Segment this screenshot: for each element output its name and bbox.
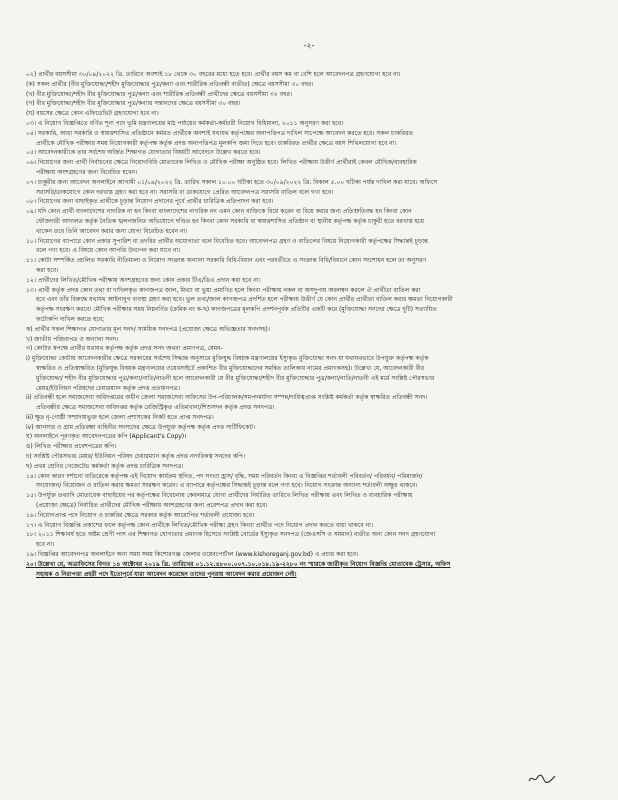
notice-line: ০৯। যদি কোন প্রার্থী বাংলাদেশের নাগরিক না হন কিংবা বাংলাদেশের নাগরিক নন এমন কোন ব্যক্তিকে বিয়ে করেন বা বিয়ে করার জন্য প্রতিশ্রুতিবদ্ধ হন কিংবা কোন [26, 208, 412, 216]
notice-line: ১৪। কোন কারণ দর্শানো ব্যতিরেকে কর্তৃপক্ষ এই নিয়োগ কার্যক্রম স্থগিত, পদ সংখ্যা হ্রাস/ বৃদ্ধি, সময় পরিবর্তন কিংবা এ বিজ্ঞপ্তির শর্তাবলী পরিবর্তন/ পরিবর্ধন/ পরিমার্জন/ [26, 472, 423, 480]
notice-line: ১৯। বিজ্ঞপ্তির আবেদনপত্র অনলাইনে অন্য সময় সময় কিশোরগঞ্জ জেলার ওয়েবপোর্টাল (www.kishoreganj.gov.bd) এ প্রচার করা হবে। [26, 551, 359, 559]
notice-line: বলে গণ্য হবে। এ বিষয়ে কোন আপত্তি উত্থাপন করা যাবে না। [36, 247, 181, 255]
notice-line: ১৮। ২০১১ শিক্ষাবর্ষ হতে অষ্টম শ্রেণী পাস এর শিক্ষাগত যোগ্যতার প্রমাণক হিসেবে সংশ্লিষ্ট বোর্ডের ইস্যুকৃত সনদপত্র (জেএসসি ও সমমান) ব্যতীত অন্য কোন সনদ গ্রহণযোগ্য [26, 531, 436, 539]
notice-line: ১৬। নিয়োগপ্রাপ্ত পদে নিয়োগ ও চাকরির ক্ষেত্রে সরকার কর্তৃক আরোপিত শর্তাবলী প্রযোজ্য হবে। [26, 511, 255, 519]
notice-line: গ) কোটার স্বপক্ষে প্রার্থীর যথাযথ কর্তৃপক্ষ কর্তৃক প্রদত্ত সনদ অথবা প্রমাণপত্র, যেমন- [26, 345, 223, 353]
notice-line: i) মুক্তিযোদ্ধা কোটায় আবেদনকারীর ক্ষেত্রে সরকারের সর্বশেষ সিদ্ধান্ত অনুসারে মুক্তিযুদ্ধ বিষয়ক মন্ত্রণালয়ের ইস্যুকৃত মুক্তিযোদ্ধা সনদ যা যথাযথভাবে উপযুক্ত কর্তৃপক্ষ কর্তৃক [26, 355, 429, 363]
notice-line: ২০। উল্লেখ্য যে, অত্রাফিসের বিগত ১৪ অক্টোবর ২০১৯ খ্রি. তারিখের ০১.১২.৪৮০০.০০৭.১০.০১৮.১৯-২২৮০ নং স্মারকে জারীকৃত নিয়োগ বিজ্ঞপ্তি মোতাবেক ট্রেসার, অফিস [26, 560, 451, 568]
notice-line: হবে এবং তাঁর বিরুদ্ধে যথাযথ আইনানুগ ব্যবস্থা গ্রহণ করা হবে। ভুল তথ্য/জাল কাগজপত্র প্রদর্শিত হলে পরীক্ষায় উত্তীর্ণ যে কোন প্রার্থীর প্রার্থীতা বাতিল করার ক্ষমতা নিয়োগকারী [36, 296, 453, 304]
notice-line: (গ) বীর মুক্তিযোদ্ধা/শহীদ বীর মুক্তিযোদ্ধার পুত্র/কন্যার সন্তানদের ক্ষেত্রে বয়সসীমা ৩০ বছর। [26, 100, 241, 108]
notice-line: ০২) প্রার্থীর বয়সসীমা ৩০/০৯/২০২২ খ্রি. তারিখে অবশ্যই ১৮ থেকে ৩০ বছরের মধ্যে হতে হবে। প্রার্থীর বয়স কম বা বেশি হলে আবেদনপত্র গ্রহণযোগ্য হবে না। [26, 71, 401, 78]
notice-line: iv) আনসার ও গ্রাম প্রতিরক্ষা বাহিনীর সদস্যদের ক্ষেত্রে উপযুক্ত কর্তৃপক্ষ কর্তৃক প্রদত্ত সার্টিফিকেট। [26, 423, 255, 431]
notice-line: ০৬। নিয়োগের জন্য প্রার্থী নির্বাচনের ক্ষেত্রে নিয়োগবিধি মোতাবেক লিখিত ও মৌখিক পরীক্ষা অনুষ্ঠিত হবে। লিখিত পরীক্ষায় উত্তীর্ণ প্রার্থীরাই কেবল মৌখিক/ব্যবহারিক [26, 159, 417, 167]
notice-line: ছ) প্রথম শ্রেণির গেজেটেড কর্মকর্তা কর্তৃক প্রদত্ত চারিত্রিক সনদপত্র। [26, 462, 184, 470]
notice-line: মেয়র/ইউনিয়ন পরিষদের চেয়ারম্যান কর্তৃক প্রদত্ত প্রত্যয়নপত্র। [36, 384, 180, 392]
signature [528, 772, 556, 787]
notice-line: ০৩। এ নিয়োগ বিজ্ঞপ্তিতে বর্ণিত শূন্য পদে ভূমি মন্ত্রণালয়ের মাঠ পর্যায়ের কর্মকর্তা-কর্মচারী নিয়োগ বিধিমালা, ২০১১ অনুসরণ করা হবে। [26, 119, 344, 127]
notice-line: ০৮। নিয়োগের জন্য বাছাইকৃত প্রার্থীকে চূড়ান্ত নিয়োগ প্রদানের পূর্বে প্রার্থীর চারিত্রিক প্রতিপাদন করা হবে। [26, 198, 274, 206]
notice-line: ১১। কোটা সম্পর্কিত প্রচলিত সরকারি নীতিমালা ও নিয়োগ সংক্রান্ত অন্যান্য সরকারি বিধি-বিধান এবং পরবর্তীতে এ সংক্রান্ত বিধি/বিধানে কোন সংশোধন হলে তা অনুসরণ [26, 257, 427, 265]
notice-line: স্বাক্ষরিত ও প্রতিস্বাক্ষরিত (মুক্তিযুদ্ধ বিষয়ক মন্ত্রণালয়ের ওয়েবসাইটে প্রকাশিত বীর মুক্তিযোদ্ধাদের সমন্বিত তালিকায় নামের প্রমাণকসহ)। উল্লেখ্য যে, আবেদনকারী বীর [36, 364, 425, 372]
page-number: -২- [303, 41, 315, 50]
notice-line: ০৭। চাকুরীর জন্য আবেদন অনলাইনে আগামী ০১/০৯/২০২২ খ্রি. তারিখ সকাল ১০.০০ ঘটিকা হতে ৩০/০৯/২০২২ খ্রি. বিকাল ৫.০০ ঘটিকা পর্যন্ত দাখিল করা যাবে। অফিসে [26, 178, 438, 186]
notice-line: ০৪। সরকারি, আধা সরকারি ও স্বায়ত্তশাসিত প্রতিষ্ঠানে কর্মরত প্রার্থীকে অবশ্যই যথাযথ কর্তৃপক্ষের অনাপত্তিপত্র দাখিল সাপেক্ষে আবেদন করতে হবে। সকল চাকরিরত [26, 129, 413, 137]
notice-line: খ) জাতীয় পরিচয়পত্র ও অন্যান্য সনদ। [26, 335, 119, 343]
notice-line: ii) প্রতিবন্ধী হলে সমাজসেবা অধিদপ্তরের অধীন জেলা সমাজসেবা অফিসের উপ-পরিচালক/সমপদমর্যাদা সম্পন্ন/দায়িত্বপ্রাপ্ত সংশ্লিষ্ট কর্মকর্তা কর্তৃক স্বাক্ষরিত প্রতিবন্ধী সনদ। [26, 394, 428, 402]
notice-line: ফটোকপি দাখিল করতে হবে; [36, 315, 105, 323]
notice-line: চ) সংশ্লিষ্ট পৌরসভার মেয়র/ ইউনিয়ন পরিষদ চেয়ারম্যান কর্তৃক প্রদত্ত নাগরিকত্ব সনদের কপি। [26, 453, 246, 461]
notice-line: সহায়ক ও নিরাপত্তা প্রহরী পদে ইতোপূর্বে যারা আবেদন করেছেন তাদের পুনরায় আবেদন করার প্রয়োজন নেই। [36, 570, 297, 578]
notice-line: (ক) সকল প্রার্থীর (বীর মুক্তিযোদ্ধা/শহীদ মুক্তিযোদ্ধার পুত্র/কন্যা এবং শারীরিক প্রতিবন্ধী ব্যতীত) ক্ষেত্রে বয়সসীমা ৩০ বছর। [26, 80, 314, 88]
notice-line: ১৩। প্রার্থী কর্তৃক প্রদত্ত কোন তথ্য বা দাখিলকৃত কাগজপত্র জাল, মিথ্যা বা ভুয়া প্রমাণিত হলে কিংবা পরীক্ষায় নকল বা অসদুপায় অবলম্বন করলে ঐ প্রার্থীতা বাতিল করা [26, 286, 421, 294]
notice-line: (খ) বীর মুক্তিযোদ্ধা/শহীদ বীর মুক্তিযোদ্ধার পুত্র/কন্যা এবং শারীরিক প্রতিবন্ধী প্রার্থীদের ক্ষেত্রে বয়সসীমা ৩২ বছর। [26, 90, 293, 98]
notice-line: ঙ) লিখিত পরীক্ষার প্রবেশপত্রের কপি। [26, 443, 117, 451]
notice-line: ১৫। উপর্যুক্ত তথ্যাদি মোতাবেক বাছাইয়ের পর কর্তৃপক্ষের বিবেচনায় কেবলমাত্র যোগ্য প্রার্থীদের নির্ধারিত তারিখে লিখিত পরীক্ষায় এবং লিখিত ও ব্যবহারিক পরীক্ষায় [26, 492, 413, 500]
notice-line: (ঘ) বয়সের ক্ষেত্রে কোন এফিডেভিট গ্রহণযোগ্য হবে না। [26, 110, 159, 118]
notice-line: ০৫। আবেদনকারীকে তার সর্বশেষ অর্জিত শিক্ষাগত যোগ্যতার বিষয়টি আবেদনে উল্লেখ করতে হবে। [26, 149, 261, 157]
notice-line: প্রার্থীকে মৌখিক পরীক্ষার সময় নিয়োগকারী কর্তৃপক্ষ কর্তৃক প্রদত্ত অনাপত্তিপত্র মূলকপি জমা দিতে হবে। চাকরিরত প্রার্থীর ক্ষেত্রে বয়স শিথিলযোগ্য হবে না। [36, 139, 397, 147]
notice-line: সরাসরি/ডাকযোগে কোন দরখাস্ত গ্রহণ করা হবে না। সরাসরি বা ডাকযোগে প্রেরিত আবেদনপত্র সরাসরি বাতিল বলে গণ্য হবে। [36, 188, 334, 196]
notice-line: ১২। প্রার্থীদের লিখিত/মৌখিক পরীক্ষায় অংশগ্রহণের জন্য কোন প্রকার টিএ/ডিএ প্রদান করা হবে না। [26, 276, 261, 284]
notice-line: iii) ক্ষুদ্র নৃ-গোষ্ঠী সম্প্রদায়ভুক্ত হলে জেলা প্রশাসকের নিকট হতে প্রাপ্ত সনদপত্র। [26, 413, 214, 421]
notice-line: হবে না। [36, 541, 55, 549]
notice-line: ফৌজদারী আদালত কর্তৃক নৈতিক স্খলনজনিত অভিযোগে দণ্ডিত হন কিংবা কোন সরকারি বা স্বায়ত্তশাসিত প্রতিষ্ঠান বা স্থানীয় কর্তৃপক্ষ কর্তৃক চাকুরী হতে বরখাস্ত হয়ে [36, 217, 424, 225]
notice-line: কর্তৃপক্ষ সংরক্ষণ করবে। মৌখিক পরীক্ষার সময় নিম্নবর্ণিত (ক্রমিক নং ক-ছ) কাগজপত্রের মূলকপি প্রদর্শনপূর্বক প্রতিটির একটি করে (মুক্তিযোদ্ধা সনদের ক্ষেত্রে দুটি) সত্যায়িত [36, 306, 437, 314]
notice-line: থাকেন তবে তিনি আবেদন করার জন্য যোগ্য বিবেচিত হবেন না। [36, 227, 188, 235]
notice-line: ১০। নিয়োগের ব্যাপারে কোন প্রকার সুপারিশ বা তদবির প্রার্থীর অযোগ্যতা বলে বিবেচিত হবে। আবেদনপত্র গ্রহণ ও বাতিলের বিষয়ে নিয়োগকারী কর্তৃপক্ষের সিদ্ধান্তই চূড়ান্ত [26, 237, 429, 245]
notice-line: (প্রযোজ্য ক্ষেত্রে) নির্বাচিত প্রার্থীদের মৌখিক পরীক্ষায় অংশগ্রহণের জন্য প্রবেশপত্র প্রদান করা হবে। [36, 502, 268, 510]
notice-body [26, 70, 596, 579]
notice-line: ঘ) অনলাইনে পূরণকৃত আবেদনপত্রের কপি (Applicant's Copy)। [26, 433, 187, 441]
signature-mark [528, 772, 556, 784]
notice-line: করা হবে। [36, 266, 59, 274]
notice-line: মুক্তিযোদ্ধা/ শহীদ বীর মুক্তিযোদ্ধার পুত্র/কন্যা/নাতি/নাতনী হলে আবেদনকারী যে বীর মুক্তিযোদ্ধা/শহীদ বীর মুক্তিযোদ্ধার পুত্র/কন্যা/নাতি/নাতনী এই মর্মে সংশ্লিষ্ট পৌরসভার [36, 374, 435, 382]
notice-line: প্রতিবন্ধীর ক্ষেত্রে সমাজসেবা অধিদপ্তর কর্তৃক রেজিস্ট্রিকৃত এতিমখানা/শিশুসদন কর্তৃক প্রদত্ত সনদপত্র। [36, 404, 275, 412]
notice-line: পরীক্ষায় অংশগ্রহণের জন্য বিবেচিত হবেন। [36, 168, 138, 176]
notice-line: ক) প্রার্থীর সকল শিক্ষাগত যোগ্যতার মূল সনদ/ সাময়িক সনদপত্র (প্রযোজ্য ক্ষেত্রে অভিজ্ঞতার সনদসহ)। [26, 325, 270, 333]
notice-line: ১৭। এ নিয়োগ বিজ্ঞপ্তি প্রকাশের ফলে কর্তৃপক্ষ কোন প্রার্থীকে লিখিত/মৌখিক পরীক্ষা গ্রহণ কিংবা প্রার্থীত পদে নিয়োগ প্রদান করতে বাধ্য থাকবে না। [26, 521, 374, 529]
notice-line: সংযোজন/ বিয়োজন ও বাতিল করার ক্ষমতা সংরক্ষণ করেন। এ ব্যাপারে কর্তৃপক্ষের সিদ্ধান্তই চূড়ান্ত বলে গণ্য হবে। নিয়োগ সংক্রান্ত অন্যান্য শর্তাবলী অক্ষুণ্ণ থাকবে। [36, 482, 418, 490]
